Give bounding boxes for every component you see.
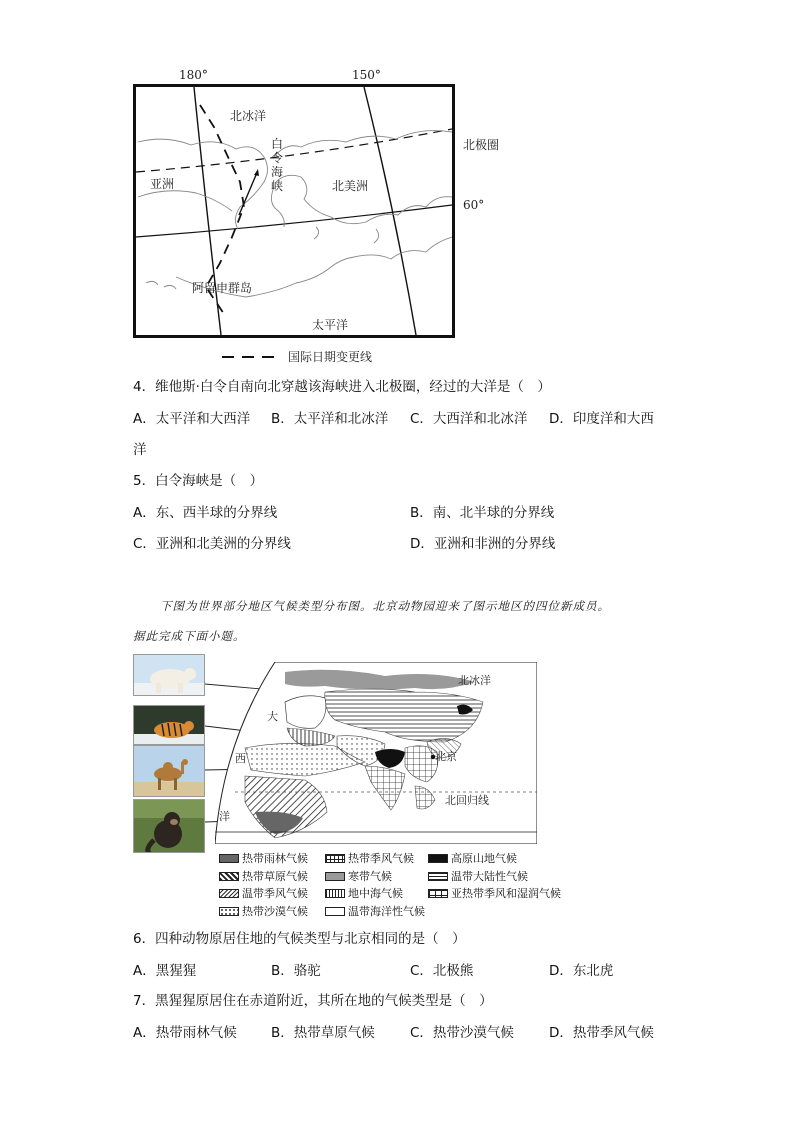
polar-bear-photo bbox=[133, 654, 205, 696]
asia-label: 亚洲 bbox=[150, 177, 175, 191]
swatch-continental bbox=[428, 872, 448, 881]
question-7-stem: 7．黑猩猩原居住在赤道附近，其所在地的气候类型是（ ） bbox=[133, 993, 493, 1009]
legend-polar: 寒带气候 bbox=[325, 868, 392, 884]
legend-mediterranean: 地中海气候 bbox=[325, 885, 403, 901]
lat-60-label: 60° bbox=[463, 198, 485, 212]
swatch-oceanic bbox=[325, 907, 345, 916]
swatch-temperate-monsoon bbox=[219, 889, 239, 898]
strait-char-3: 海 bbox=[270, 165, 283, 179]
intro-line-2: 据此完成下面小题。 bbox=[133, 629, 246, 643]
dateline-legend-label: 国际日期变更线 bbox=[288, 350, 373, 364]
swatch-rainforest bbox=[219, 854, 239, 863]
swatch-savanna bbox=[219, 872, 239, 881]
q6-option-c[interactable]: C．北极熊 bbox=[410, 963, 474, 979]
atlantic-char-2: 西 bbox=[235, 752, 246, 765]
aleutian-label: 阿留申群岛 bbox=[192, 281, 253, 295]
climate-map-graphic bbox=[215, 662, 537, 844]
legend-temperate-monsoon: 温带季风气候 bbox=[219, 885, 308, 901]
legend-tropical-rainforest: 热带雨林气候 bbox=[219, 850, 308, 866]
legend-oceanic: 温带海洋性气候 bbox=[325, 903, 425, 919]
question-4-stem: 4．维他斯·白令自南向北穿越该海峡进入北极圈，经过的大洋是（ ） bbox=[133, 379, 551, 395]
q6-option-d[interactable]: D．东北虎 bbox=[549, 963, 614, 979]
dateline-legend-symbol bbox=[222, 348, 278, 360]
atlantic-char-1: 大 bbox=[267, 710, 278, 723]
lon-150-label: 150° bbox=[352, 68, 381, 82]
strait-char-1: 白 bbox=[270, 137, 283, 151]
question-6-stem: 6．四种动物原居住地的气候类型与北京相同的是（ ） bbox=[133, 931, 466, 947]
swatch-tropical-monsoon bbox=[325, 854, 345, 863]
swatch-subtropical bbox=[428, 889, 448, 898]
bering-strait-map bbox=[133, 84, 455, 338]
question-5-stem: 5．白令海峡是（ ） bbox=[133, 473, 264, 489]
q7-option-a[interactable]: A．热带雨林气候 bbox=[133, 1025, 237, 1041]
meridian-180 bbox=[194, 87, 221, 335]
q7-option-d[interactable]: D．热带季风气候 bbox=[549, 1025, 654, 1041]
lon-180-label: 180° bbox=[179, 68, 208, 82]
legend-savanna: 热带草原气候 bbox=[219, 868, 308, 884]
swatch-polar bbox=[325, 872, 345, 881]
q4-option-b[interactable]: B．太平洋和北冰洋 bbox=[271, 411, 389, 427]
q5-option-d[interactable]: D．亚洲和非洲的分界线 bbox=[410, 536, 556, 552]
q4-option-d-wrap: 洋 bbox=[133, 442, 147, 458]
legend-temperate-continental: 温带大陆性气候 bbox=[428, 868, 528, 884]
q7-option-c[interactable]: C．热带沙漠气候 bbox=[410, 1025, 514, 1041]
q4-option-a[interactable]: A．太平洋和大西洋 bbox=[133, 411, 251, 427]
q6-option-a[interactable]: A．黑猩猩 bbox=[133, 963, 197, 979]
q4-option-c[interactable]: C．大西洋和北冰洋 bbox=[410, 411, 528, 427]
atlantic-char-3: 洋 bbox=[219, 810, 230, 823]
q5-option-b[interactable]: B．南、北半球的分界线 bbox=[410, 505, 555, 521]
arctic-circle-label: 北极圈 bbox=[463, 138, 500, 152]
climate-arctic-ocean-label: 北冰洋 bbox=[458, 674, 491, 687]
swatch-highland bbox=[428, 854, 448, 863]
intro-line-1: 下图为世界部分地区气候类型分布图。北京动物园迎来了图示地区的四位新成员。 bbox=[160, 599, 610, 613]
q7-option-b[interactable]: B．热带草原气候 bbox=[271, 1025, 375, 1041]
legend-desert: 热带沙漠气候 bbox=[219, 903, 308, 919]
chimpanzee-photo bbox=[133, 799, 205, 853]
camel-photo bbox=[133, 745, 205, 797]
bering-map-graphic bbox=[136, 87, 452, 335]
swatch-mediterranean bbox=[325, 889, 345, 898]
north-america-label: 北美洲 bbox=[332, 179, 369, 193]
strait-char-4: 峡 bbox=[270, 179, 283, 193]
beijing-label: 北京 bbox=[435, 750, 457, 763]
tropic-label: 北回归线 bbox=[445, 794, 489, 807]
climate-map bbox=[215, 662, 537, 844]
pacific-label: 太平洋 bbox=[312, 318, 349, 332]
q6-option-b[interactable]: B．骆驼 bbox=[271, 963, 321, 979]
legend-tropical-monsoon: 热带季风气候 bbox=[325, 850, 414, 866]
arctic-ocean-label: 北冰洋 bbox=[230, 109, 267, 123]
strait-char-2: 令 bbox=[270, 151, 283, 165]
legend-subtropical: 亚热带季风和湿润气候 bbox=[428, 885, 561, 901]
q5-option-c[interactable]: C．亚洲和北美洲的分界线 bbox=[133, 536, 291, 552]
tiger-photo bbox=[133, 705, 205, 745]
q5-option-a[interactable]: A．东、西半球的分界线 bbox=[133, 505, 278, 521]
swatch-desert bbox=[219, 907, 239, 916]
q4-option-d[interactable]: D．印度洋和大西 bbox=[549, 411, 654, 427]
legend-highland: 高原山地气候 bbox=[428, 850, 517, 866]
